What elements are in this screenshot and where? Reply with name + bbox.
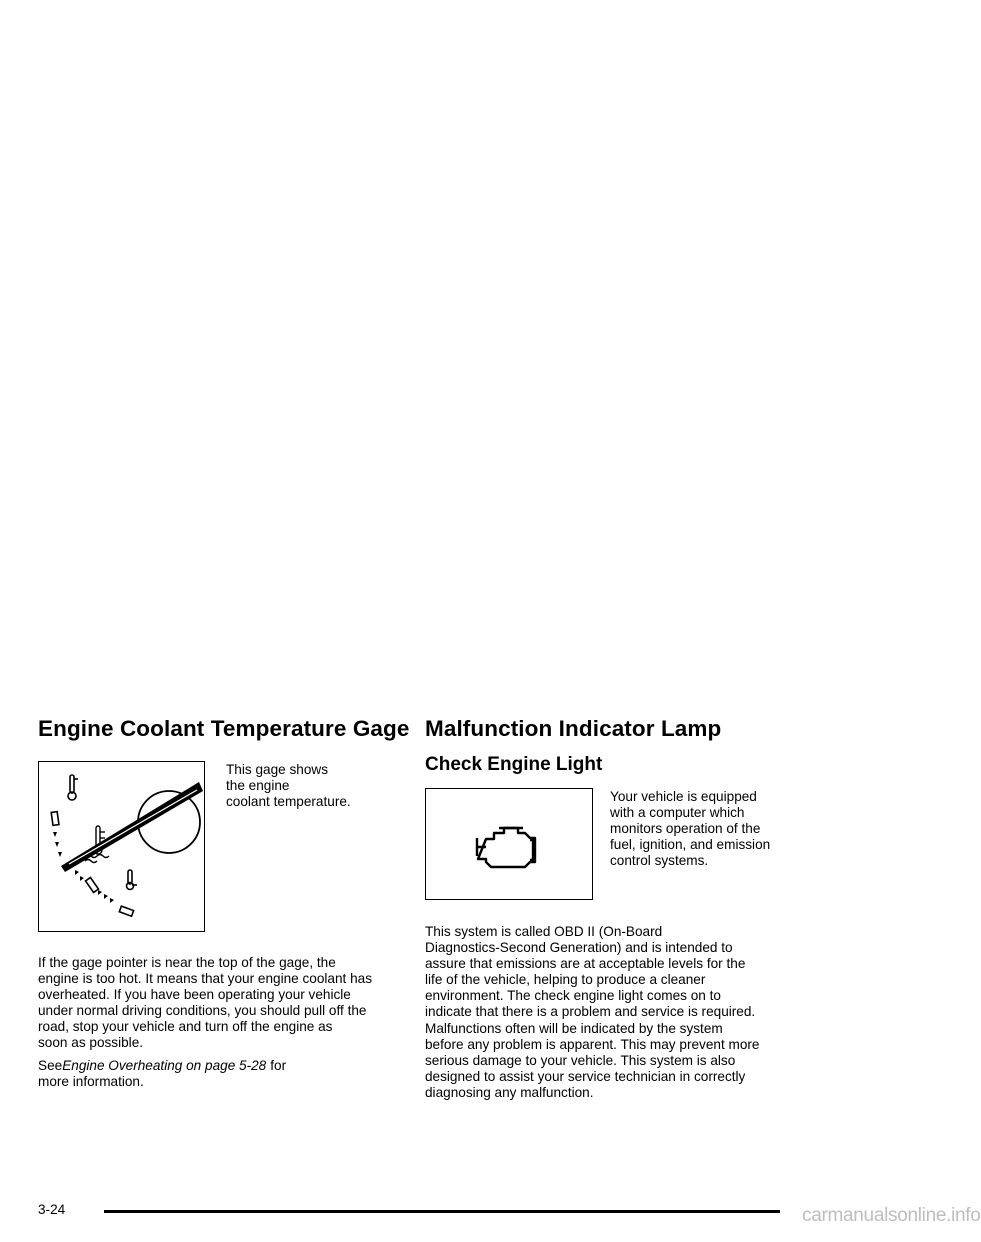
check-engine-caption-line: monitors operation of the: [610, 821, 761, 837]
check-engine-figure-row: [425, 778, 795, 900]
body-line: serious damage to your vehicle. This system is also: [425, 1052, 736, 1068]
body-line: Malfunctions often will be indicated by the system: [425, 1020, 723, 1036]
check-engine-caption-line: Your vehicle is equipped: [610, 789, 757, 804]
check-engine-illustration: [425, 788, 593, 900]
body-line: under normal driving conditions, you should pull off the: [38, 1003, 367, 1019]
check-engine-body: [425, 924, 795, 1101]
coolant-gage-drawing: [39, 762, 204, 931]
left-column: [38, 714, 410, 1090]
check-engine-caption-line: fuel, ignition, and emission: [610, 837, 771, 853]
hot-mark: [51, 812, 59, 826]
body-line: assure that emissions are at acceptable levels for the: [425, 956, 746, 972]
body-line: environment. The check engine light comes on to: [425, 988, 721, 1004]
coolant-gage-figure-row: [38, 744, 393, 932]
body-line: engine is too hot. It means that your engine coolant has: [38, 971, 373, 987]
coolant-gage-caption-line: coolant temperature.: [226, 794, 351, 810]
see-prefix: See: [38, 1057, 63, 1073]
right-column: [425, 714, 795, 1101]
check-engine-subheading: Check Engine Light: [425, 754, 603, 775]
malfunction-lamp-heading: Malfunction Indicator Lamp: [425, 716, 722, 741]
cold-mark: [119, 906, 133, 916]
see-reference: [38, 1058, 393, 1090]
body-line: life of the vehicle, helping to produce a cleaner: [425, 972, 706, 988]
coolant-gage-caption: [226, 762, 386, 810]
coolant-gage-illustration: [38, 761, 205, 932]
body-line: diagnosing any malfunction.: [425, 1084, 594, 1100]
body-line: indicate that there is a problem and service is required.: [425, 1004, 756, 1020]
footer-rule: [104, 1210, 780, 1213]
check-engine-caption-line: control systems.: [610, 853, 709, 869]
check-engine-caption: [610, 789, 795, 869]
body-line: Diagnostics-Second Generation) and is intended to: [425, 940, 733, 956]
body-line: designed to assist your service technician in correctly: [425, 1068, 746, 1084]
engine-overheating-link[interactable]: Engine Overheating on page 5-28: [62, 1057, 267, 1073]
check-engine-icon: [426, 789, 592, 899]
body-line: If the gage pointer is near the top of the gage, the: [38, 955, 336, 970]
body-line: before any problem is apparent. This may prevent more: [425, 1036, 760, 1052]
hot-thermometer-icon: [68, 775, 78, 800]
check-engine-caption-line: with a computer which: [610, 805, 745, 821]
body-line: road, stop your vehicle and turn off the engine as: [38, 1019, 333, 1035]
coolant-gage-heading: Engine Coolant Temperature Gage: [38, 716, 410, 741]
coolant-gage-caption-line: the engine: [226, 778, 290, 794]
see-suffix: for: [270, 1057, 287, 1073]
cold-thermometer-icon: [127, 870, 138, 890]
body-line: soon as possible.: [38, 1035, 144, 1051]
body-line: overheated. If you have been operating your vehicle: [38, 987, 351, 1003]
coolant-gage-caption-line: This gage shows: [226, 762, 329, 777]
see-line2: more information.: [38, 1073, 144, 1089]
page-number: 3-24: [38, 1202, 66, 1217]
body-line: This system is called OBD II (On-Board: [425, 924, 663, 939]
coolant-gage-body: [38, 955, 393, 1052]
normal-mark: [86, 878, 99, 893]
watermark: carmanualsonline.info: [802, 1205, 981, 1226]
